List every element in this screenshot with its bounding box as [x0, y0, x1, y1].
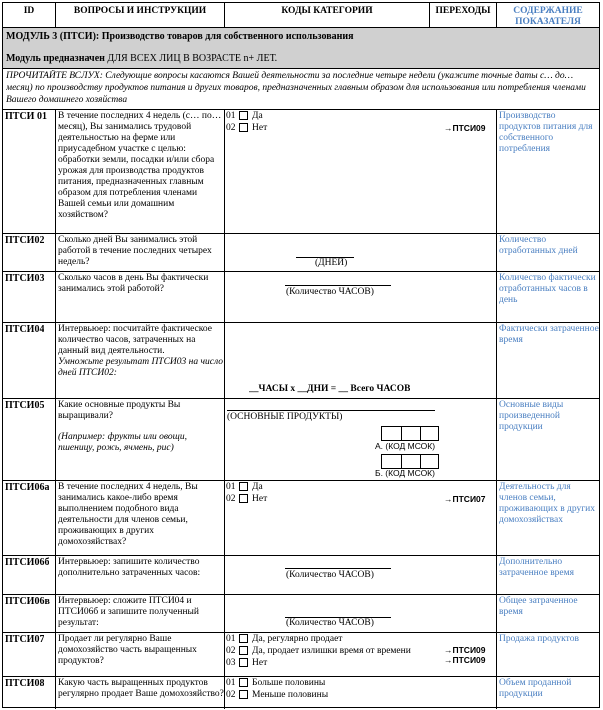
checkbox[interactable] — [239, 690, 248, 699]
row-id: ПТСИ05 — [5, 400, 45, 411]
answer-option-no[interactable]: 02 Нет — [226, 494, 268, 504]
col-header-questions: ВОПРОСЫ И ИНСТРУКЦИИ — [73, 6, 207, 16]
row-id: ПТСИ06в — [5, 596, 50, 607]
indicator-content: Основные виды произведенной продукции — [499, 400, 564, 432]
indicator-content: Количество фактически отработанных часов в день — [499, 273, 596, 305]
checkbox[interactable] — [239, 494, 248, 503]
option-label: Да — [252, 482, 263, 492]
module-band — [3, 28, 599, 68]
isic-code-b-label: Б. (КОД МСОК) — [375, 468, 435, 478]
question-text: Сколько дней Вы занимались этой работой в течение последних четырех недель? — [58, 235, 212, 267]
indicator-content: Объем проданной продукции — [499, 678, 572, 699]
col-header-id: ID — [23, 6, 35, 16]
answer-label: (ДНЕЙ) — [315, 258, 348, 268]
question-example: (Например: фрукты или овощи, пшеницу, рожь, ячмень, рис) — [58, 432, 187, 453]
question-text: В течение последних 4 недель, Вы занимались какое-либо время выполнением подобного вида деятельности для членов семьи, проживающих в других домохозяйствах? — [58, 482, 198, 547]
indicator-content: Общее затраченное время — [499, 596, 578, 617]
checkbox[interactable] — [239, 111, 248, 120]
answer-label: (Количество ЧАСОВ) — [286, 618, 374, 628]
col-header-skips: ПЕРЕХОДЫ — [435, 6, 491, 16]
question-text — [56, 324, 224, 379]
question-text: Интервьюер: сложите ПТСИ04 и ПТСИ06б и запишите полученный результат: — [58, 596, 200, 628]
checkbox[interactable] — [239, 123, 248, 132]
col-header-codes: КОДЫ КАТЕГОРИЙ — [281, 6, 373, 16]
answer-option-no[interactable]: 02 Нет — [226, 123, 268, 133]
row-id: ПТСИ04 — [5, 324, 45, 335]
indicator-content: Количество отработанных дней — [499, 235, 578, 256]
question-text: Продает ли регулярно Ваше домохозяйство часть выращенных продуктов? — [58, 634, 197, 666]
row-id: ПТСИ 01 — [5, 111, 47, 122]
option-label: Больше половины — [252, 678, 326, 688]
checkbox[interactable] — [239, 646, 248, 655]
isic-code-a-label: А. (КОД МСОК) — [375, 441, 436, 451]
skip-instruction: →ПТСИ09 — [444, 123, 486, 133]
question-main: Интервьюер: посчитайте фактическое количество часов, затраченных на данный вид деятельности. — [58, 324, 212, 356]
option-label: Да, регулярно продает — [252, 634, 343, 644]
answer-option-yes[interactable]: 01 Да — [226, 111, 263, 121]
read-aloud-text: Следующие вопросы касаются Вашей деятельности за последние четыре недели (укажите точные даты с… до… месяц) по производству продуктов питания и других товаров, предназначенных главным образом для использования или потребления членами Вашего домашнего хозяйства — [6, 71, 586, 105]
question-text: Сколько часов в день Вы фактически занимались этой работой? — [58, 273, 209, 294]
answer-option-1[interactable]: 01 Да, регулярно продает — [226, 634, 343, 644]
indicator-content: Производство продуктов питания для собственного потребления — [499, 111, 593, 154]
row-id: ПТСИ03 — [5, 273, 45, 284]
module-for-text: ДЛЯ ВСЕХ ЛИЦ В ВОЗРАСТЕ n+ ЛЕТ. — [104, 53, 278, 64]
option-label: Нет — [252, 494, 268, 504]
question-instruction: Умножьте результат ПТСИ03 на число дней ПТСИ02: — [58, 357, 224, 378]
option-label: Нет — [252, 123, 268, 133]
question-main: Какие основные продукты Вы выращивали? — [58, 400, 181, 421]
question-text: Интервьюер: запишите количество дополнительно затраченных часов: — [58, 557, 201, 578]
module-title: МОДУЛЬ 3 (ПТСИ): Производство товаров для собственного использования — [6, 31, 354, 42]
option-label: Нет — [252, 658, 268, 668]
skip-instruction: →ПТСИ07 — [444, 494, 486, 504]
read-aloud-instruction — [6, 70, 596, 106]
answer-option-1[interactable]: 01 Больше половины — [226, 678, 326, 688]
module-for-label: Модуль предназначен — [6, 53, 105, 64]
option-label: Да, продает излишки время от времени — [252, 646, 411, 656]
option-label: Да — [252, 111, 263, 121]
answer-label: (Количество ЧАСОВ) — [286, 287, 374, 297]
answer-option-3[interactable]: 03 Нет — [226, 658, 268, 668]
checkbox[interactable] — [239, 482, 248, 491]
option-label: Меньше половины — [252, 690, 329, 700]
hours-formula: __ЧАСЫ x __ДНИ = __ Всего ЧАСОВ — [249, 384, 411, 394]
indicator-content: Деятельность для членов семьи, проживающих в других домохозяйствах — [499, 482, 595, 525]
answer-label: (Количество ЧАСОВ) — [286, 570, 374, 580]
read-aloud-lead: ПРОЧИТАЙТЕ ВСЛУХ: — [6, 71, 103, 81]
isic-code-b-input[interactable] — [381, 454, 439, 469]
indicator-content: Продажа продуктов — [499, 634, 579, 644]
skip-instruction: →ПТСИ09 — [444, 655, 486, 665]
indicator-content: Фактически затраченное время — [499, 324, 599, 345]
checkbox[interactable] — [239, 658, 248, 667]
isic-code-a-input[interactable] — [381, 426, 439, 441]
skip-instruction: →ПТСИ09 — [444, 645, 486, 655]
row-id: ПТСИ06б — [5, 557, 50, 568]
checkbox[interactable] — [239, 634, 248, 643]
row-id: ПТСИ06а — [5, 482, 50, 493]
question-text: Какую часть выращенных продуктов регулярно продает Ваше домохозяйство? — [58, 678, 224, 699]
answer-option-2[interactable]: 02 Меньше половины — [226, 690, 329, 700]
row-id: ПТСИ07 — [5, 634, 45, 645]
question-text — [56, 400, 224, 454]
answer-option-2[interactable]: 02 Да, продает излишки время от времени — [226, 646, 411, 656]
questionnaire-table — [2, 2, 600, 708]
indicator-content: Дополнительно затраченное время — [499, 557, 575, 578]
answer-label: (ОСНОВНЫЕ ПРОДУКТЫ) — [227, 412, 343, 422]
row-id: ПТСИ02 — [5, 235, 45, 246]
col-header-content: СОДЕРЖАНИЕ ПОКАЗАТЕЛЯ — [513, 6, 583, 27]
question-text: В течение последних 4 недель (с… по… месяц), Вы занимались трудовой деятельностью на ферме или приусадебном участке с целью: обработки земли, посадки и/или сбора урожая для производства продуктов питания, предназначенных главным образом для потребления членами Вашей семьи или домашним хозяйством? — [58, 111, 222, 220]
row-id: ПТСИ08 — [5, 678, 45, 689]
answer-option-yes[interactable]: 01 Да — [226, 482, 263, 492]
checkbox[interactable] — [239, 678, 248, 687]
